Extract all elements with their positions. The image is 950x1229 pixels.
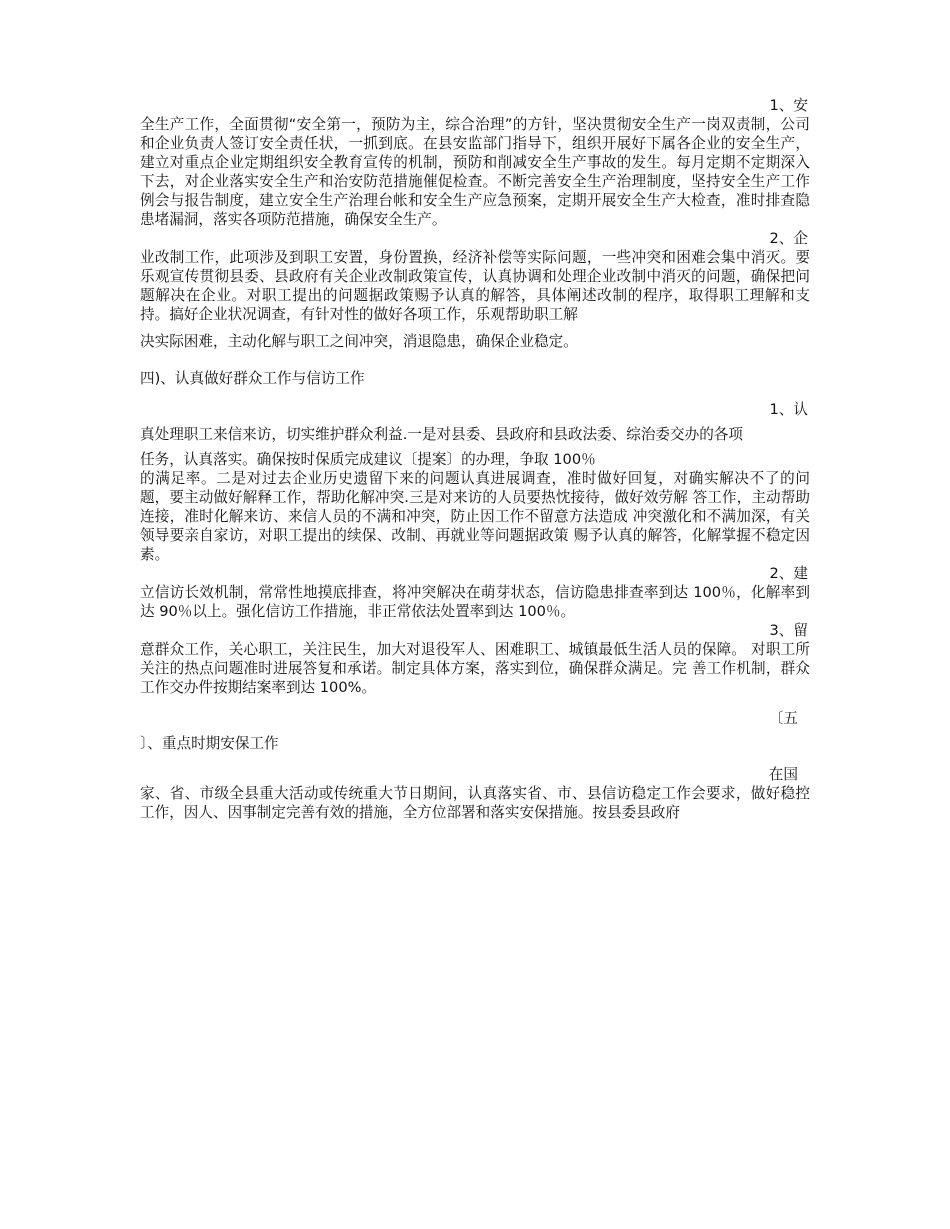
paragraph-petition-line2: 任务，认真落实。确保按时保质完成建议〔提案〕的办理，争取 100％ <box>140 451 596 468</box>
paragraph-security-period: 家、省、市级全县重大活动或传统重大节日期间，认真落实省、市、县信访稳定工作会要求，做好稳控工作，因人、因事制定完善有效的措施，全方位部署和落实安保措施。按县委县政府 <box>140 785 810 821</box>
paragraph-mass-work: 意群众工作，关心职工，关注民生，加大对退役军人、困难职工、城镇最低生活人员的保障。 对职工所关注的热点问题准时进展答复和承诺。制定具体方案，落实到位，确保群众满足。完 善工作机制，群众工作交办件按期结案率到达 100%。 <box>140 641 810 696</box>
paragraph-petition-line1: 真处理职工来信来访，切实维护群众利益.一是对县委、县政府和县政法委、综治委交办的各项 <box>140 426 743 443</box>
section-heading-5-prefix: 〔五 <box>768 710 798 727</box>
document-page <box>140 96 810 822</box>
item-number-1-petition: 1、认 <box>769 401 808 418</box>
section-heading-4: 四)、认真做好群众工作与信访工作 <box>140 370 365 387</box>
paragraph-petition-body: 的满足率。二是对过去企业历史遗留下来的问题认真进展调查，准时做好回复，对确实解决不了的问题，要主动做好解释工作，帮助化解冲突.三是对来访的人员要热忱接待，做好效劳解 答工作，主动帮助连接，准时化解来访、来信人员的不满和冲突，防止因工作不留意方法造成 冲突激化和不满加深，有关领导要亲自家访，对职工提出的续保、改制、再就业等问题据政策 赐予认真的解答，化解掌握不稳定因素。 <box>140 470 810 563</box>
paragraph-enterprise-reform-tail: 决实际困难，主动化解与职工之间冲突，消退隐患，确保企业稳定。 <box>140 333 578 350</box>
item-number-1-safety: 1、安 <box>769 97 808 114</box>
paragraph-enterprise-reform: 业改制工作，此项涉及到职工安置，身份置换，经济补偿等实际问题，一些冲突和困难会集中消灭。要乐观宣传贯彻县委、县政府有关企业改制政策宣传，认真协调和处理企业改制中消灭的问题，确保把问题解决在企业。对职工提出的问题据政策赐予认真的解答，具体阐述改制的程序，取得职工理解和支持。搞好企业状况调查，有针对性的做好各项工作，乐观帮助职工解 <box>140 249 810 323</box>
item-number-3-masses: 3、留 <box>769 622 808 639</box>
item-number-2-mechanism: 2、建 <box>769 565 808 582</box>
paragraph-petition-mechanism: 立信访长效机制，常常性地摸底排查，将冲突解决在萌芽状态，信访隐患排查率到达 100％，化解率到达 90％以上。强化信访工作措施，非正常依法处置率到达 100％。 <box>140 584 810 620</box>
item-lead-in-national: 在国 <box>768 766 798 783</box>
item-number-2-reform: 2、企 <box>769 230 808 247</box>
paragraph-safety-production: 全生产工作，全面贯彻“安全第一，预防为主，综合治理”的方针，坚决贯彻安全生产一岗双责制，公司和企业负责人签订安全责任状，一抓到底。在县安监部门指导下，组织开展好下属各企业的安全生产，建立对重点企业定期组织安全教育宣传的机制，预防和削减安全生产事故的发生。每月定期不定期深入下去，对企业落实安全生产和治安防范措施催促检查。不断完善安全生产治理制度，坚持安全生产工作例会与报告制度，建立安全生产治理台帐和安全生产应急预案，定期开展安全生产大检查，准时排查隐患堵漏洞，落实各项防范措施，确保安全生产。 <box>140 116 810 228</box>
section-heading-5: 〕、重点时期安保工作 <box>140 735 279 752</box>
